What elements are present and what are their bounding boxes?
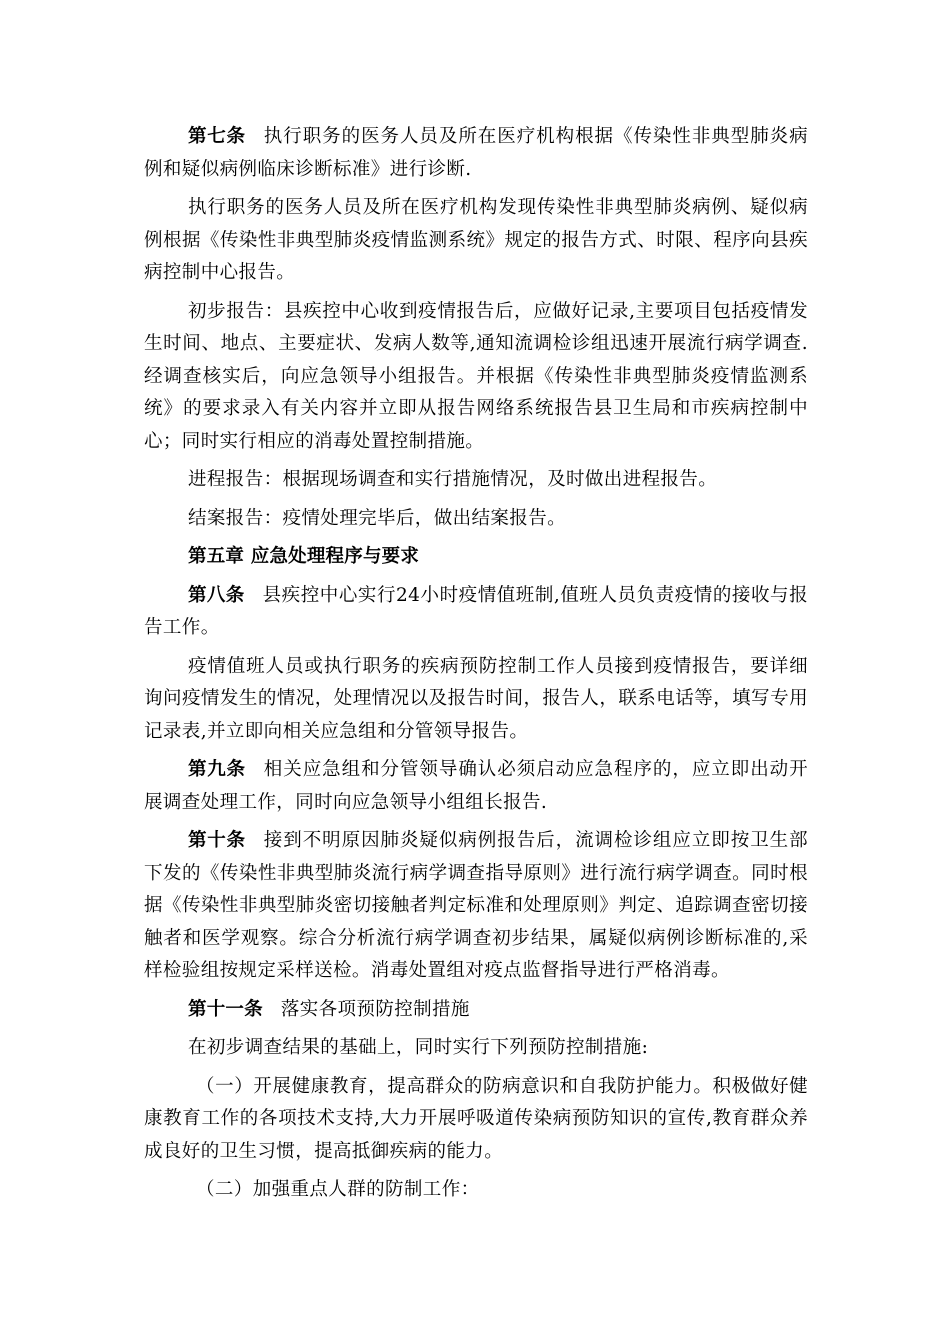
list-item	[144, 1174, 808, 1207]
paragraph-article-8	[144, 580, 808, 645]
paragraph-article-9	[144, 754, 808, 819]
paragraph-text: 执行职务的医务人员及所在医疗机构根据《传染性非典型肺炎病例和疑似病例临床诊断标准》进行诊断.	[144, 126, 809, 180]
article-heading: 第十条	[188, 830, 246, 851]
paragraph-initial-report	[144, 296, 808, 459]
paragraph-text: 县疾控中心实行24小时疫情值班制,值班人员负责疫情的接收与报告工作。	[144, 584, 808, 638]
chapter-heading	[144, 541, 808, 574]
list-item	[144, 1071, 808, 1169]
paragraph-text: 落实各项预防控制措施	[280, 998, 470, 1020]
list-item-text: （二）加强重点人群的防制工作：	[196, 1179, 480, 1200]
paragraph-article-11	[144, 994, 808, 1027]
paragraph	[144, 651, 808, 749]
paragraph	[144, 192, 808, 290]
article-heading: 第八条	[188, 584, 245, 606]
paragraph-text: 相关应急组和分管领导确认必须启动应急程序的，应立即出动开展调查处理工作，同时向应急领导小组组长报告.	[144, 759, 809, 813]
paragraph	[144, 1032, 808, 1065]
paragraph-text: 执行职务的医务人员及所在医疗机构发现传染性非典型肺炎病例、疑似病例根据《传染性非典型肺炎疫情监测系统》规定的报告方式、时限、程序向县疾病控制中心报告。	[144, 197, 808, 283]
paragraph-progress-report	[144, 464, 808, 497]
paragraph-article-10	[144, 825, 808, 988]
paragraph-text: 结案报告：疫情处理完毕后，做出结案报告。	[188, 507, 567, 529]
paragraph-text: 初步报告：县疾控中心收到疫情报告后，应做好记录,主要项目包括疫情发生时间、地点、主要症状、发病人数等,通知流调检诊组迅速开展流行病学调查.经调查核实后，向应急领导小组报告。并根据《传染性非典型肺炎疫情监测系统》的要求录入有关内容并立即从报告网络系统报告县卫生局和市疾病控制中心；同时实行相应的消毒处置控制措施。	[144, 300, 808, 452]
article-heading: 第七条	[188, 126, 246, 147]
chapter-title: 第五章 应急处理程序与要求	[188, 546, 420, 567]
document-body	[144, 121, 808, 1213]
article-heading: 第十一条	[188, 998, 263, 1020]
paragraph-text: 接到不明原因肺炎疑似病例报告后，流调检诊组应立即按卫生部下发的《传染性非典型肺炎流行病学调查指导原则》进行流行病学调查。同时根据《传染性非典型肺炎密切接触者判定标准和处理原则》判定、追踪调查密切接触者和医学观察。综合分析流行病学调查初步结果，属疑似病例诊断标准的,采样检验组按规定采样送检。消毒处置组对疫点监督指导进行严格消毒。	[144, 830, 809, 981]
paragraph-closing-report	[144, 503, 808, 536]
paragraph-text: 疫情值班人员或执行职务的疾病预防控制工作人员接到疫情报告，要详细询问疫情发生的情况，处理情况以及报告时间，报告人，联系电话等，填写专用记录表,并立即向相关应急组和分管领导报告。	[144, 655, 808, 742]
paragraph-text: 在初步调查结果的基础上，同时实行下列预防控制措施:	[188, 1037, 649, 1058]
paragraph-text: 进程报告：根据现场调查和实行措施情况，及时做出进程报告。	[188, 469, 718, 490]
list-item-text: （一）开展健康教育，提高群众的防病意识和自我防护能力。积极做好健康教育工作的各项技术支持,大力开展呼吸道传染病预防知识的宣传,教育群众养成良好的卫生习惯，提高抵御疾病的能力。	[144, 1075, 808, 1162]
paragraph-article-7	[144, 121, 808, 186]
article-heading: 第九条	[188, 759, 246, 780]
